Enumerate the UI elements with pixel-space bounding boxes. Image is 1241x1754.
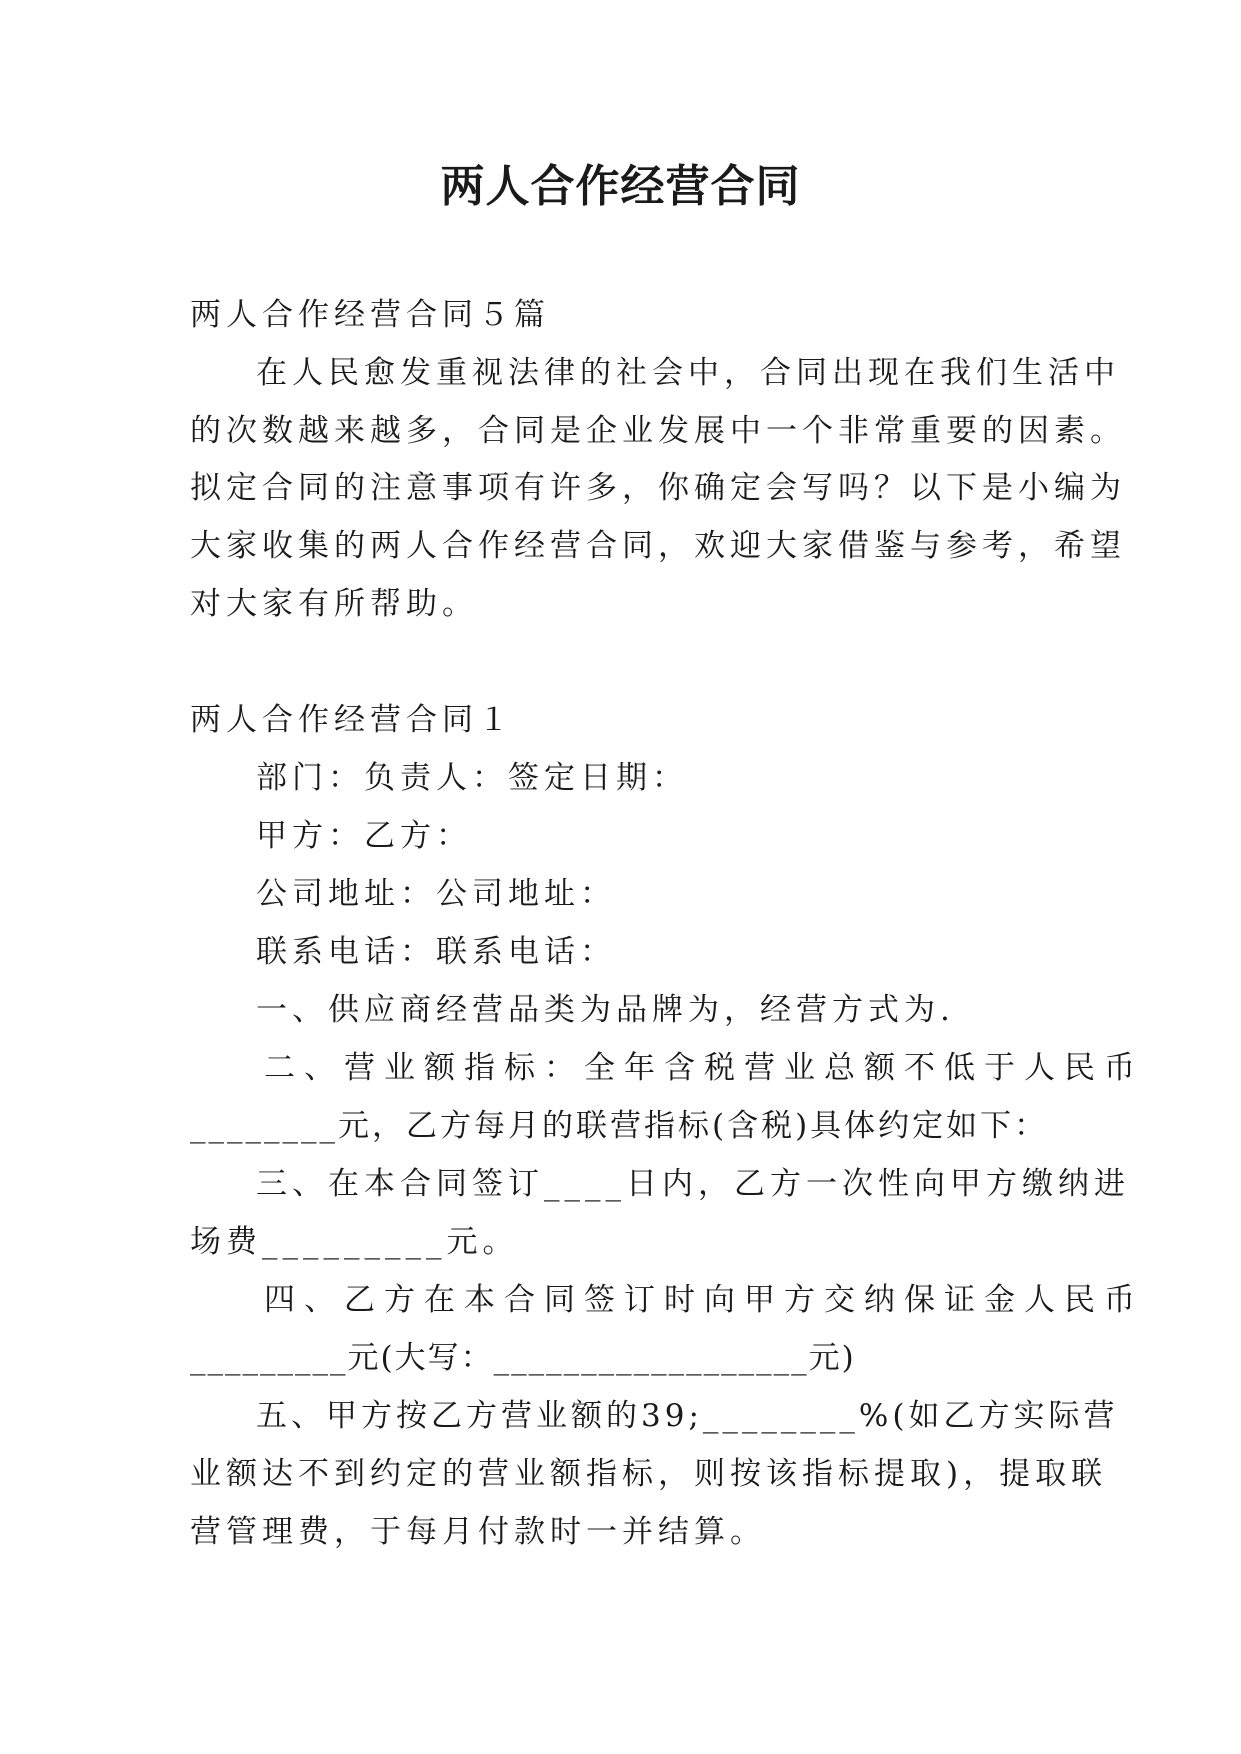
clause-line: 业额达不到约定的营业额指标，则按该指标提取)，提取联 [190, 1456, 1108, 1492]
clause-line: 二、营业额指标：全年含税营业总额不低于人民币 [264, 1050, 1144, 1086]
clause-line: ________元，乙方每月的联营指标(含税)具体约定如下： [190, 1108, 1049, 1144]
document-subtitle: 两人合作经营合同５篇 [190, 297, 550, 333]
intro-line: 拟定合同的注意事项有许多，你确定会写吗？以下是小编为 [190, 470, 1126, 506]
clause-line: 五、甲方按乙方营业额的39;________%(如乙方实际营 [256, 1398, 1119, 1434]
section-title: 两人合作经营合同１ [190, 702, 514, 738]
field-line: 联系电话：联系电话： [256, 934, 616, 970]
document-title: 两人合作经营合同 [440, 161, 801, 212]
intro-line: 在人民愈发重视法律的社会中，合同出现在我们生活中 [256, 355, 1120, 391]
intro-line: 大家收集的两人合作经营合同，欢迎大家借鉴与参考，希望 [190, 528, 1126, 564]
clause-line: 一、供应商经营品类为品牌为，经营方式为. [256, 992, 955, 1028]
clause-line: _________元(大写：__________________元) [190, 1340, 856, 1376]
clause-line: 三、在本合同签订____日内，乙方一次性向甲方缴纳进 [256, 1166, 1130, 1202]
clause-line: 四、乙方在本合同签订时向甲方交纳保证金人民币 [264, 1282, 1144, 1318]
clause-line: 营管理费，于每月付款时一并结算。 [190, 1514, 766, 1550]
field-line: 甲方：乙方： [256, 818, 472, 854]
intro-line: 的次数越来越多，合同是企业发展中一个非常重要的因素。 [190, 413, 1126, 449]
field-line: 部门：负责人：签定日期： [256, 760, 688, 796]
intro-line: 对大家有所帮助。 [190, 586, 478, 622]
clause-line: 场费_________元。 [190, 1224, 519, 1260]
field-line: 公司地址：公司地址： [256, 876, 616, 912]
